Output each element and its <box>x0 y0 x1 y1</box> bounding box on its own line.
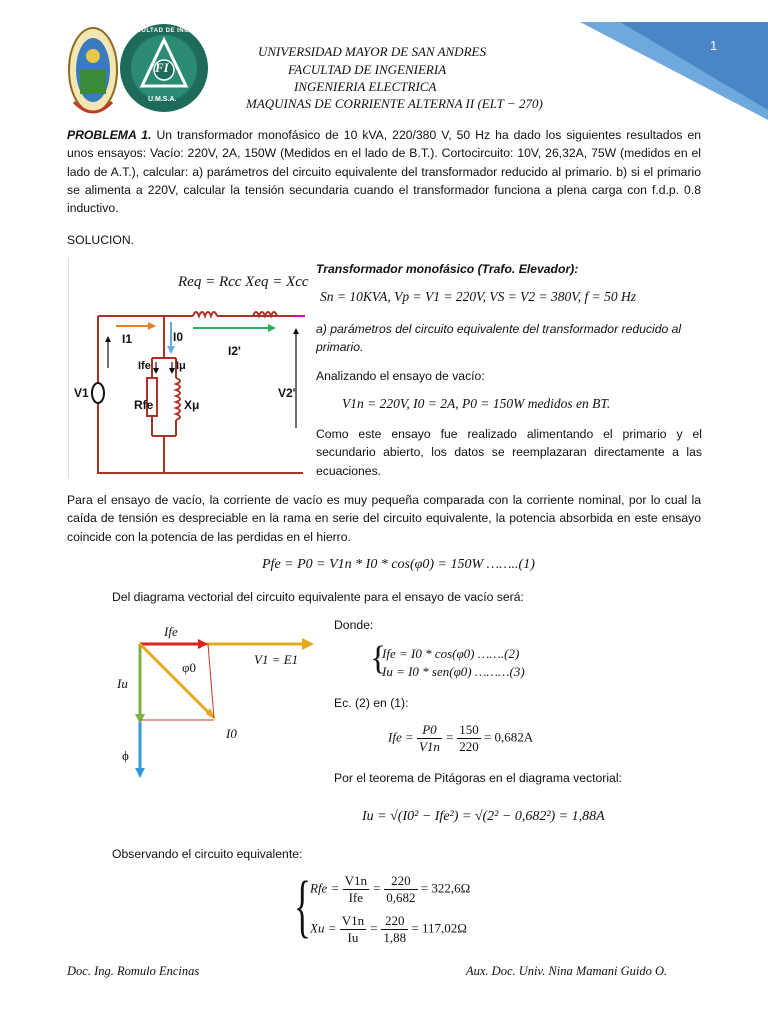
vacio-data-line: V1n = 220V, I0 = 2A, P0 = 150W medidos en BT. <box>342 396 611 411</box>
footer-left: Doc. Ing. Romulo Encinas <box>67 964 200 978</box>
faculty-logo-bottom-text: U.M.S.A. <box>148 96 177 103</box>
equation-1: Pfe = P0 = V1n * I0 * cos(φ0) = 150W ……..(1) <box>262 557 535 572</box>
xu-num1: V1n <box>341 913 365 928</box>
diagram-intro: Del diagrama vectorial del circuito equivalente para el ensayo de vacío será: <box>112 590 524 604</box>
ife-lhs: Ife = <box>388 729 414 745</box>
circuit-label-i0: I0 <box>173 330 184 344</box>
circuit-label-imu: Iμ <box>176 360 186 372</box>
equation-3: Iu = I0 * sen(φ0) ………(3) <box>382 664 525 679</box>
xu-lhs: Xu = <box>310 920 337 936</box>
circuit-label-i1: I1 <box>122 332 133 346</box>
pitagoras-label: Por el teorema de Pitágoras en el diagrama vectorial: <box>334 771 622 785</box>
circuit-label-i2: I2' <box>228 344 241 358</box>
header-course: MAQUINAS DE CORRIENTE ALTERNA II (ELT − 270) <box>246 96 543 111</box>
rfe-num1: V1n <box>344 873 367 888</box>
observando-label: Observando el circuito equivalente: <box>112 847 303 861</box>
corner-decoration <box>580 0 768 120</box>
header-university: UNIVERSIDAD MAYOR DE SAN ANDRES <box>258 44 486 59</box>
trafo-data-line: Sn = 10KVA, Vp = V1 = 220V, VS = V2 = 380V, f = 50 Hz <box>320 289 637 304</box>
circuit-label-xmu: Xμ <box>184 398 200 412</box>
circuit-label-v2: V2' <box>278 386 296 400</box>
phasor-diagram <box>110 620 320 780</box>
footer-right: Aux. Doc. Univ. Nina Mamani Guido O. <box>466 964 668 978</box>
analyzing-vacio: Analizando el ensayo de vacío: <box>316 369 485 383</box>
ife-den1: V1n <box>418 739 440 754</box>
header-career: INGENIERIA ELECTRICA <box>294 79 437 94</box>
rfe-result: = 322,6Ω <box>420 880 471 896</box>
circuit-label-req: Req = Rcc Xeq = Xcc <box>178 274 309 290</box>
phasor-label-phi0: φ0 <box>182 660 197 675</box>
ife-num1: P0 <box>417 722 442 739</box>
equation-2: Ife = I0 * cos(φ0) …….(2) <box>382 646 520 661</box>
item-a: a) parámetros del circuito equivalente del transformador reducido al primario. <box>316 322 682 355</box>
trafo-title: Transformador monofásico (Trafo. Elevador): <box>316 262 579 276</box>
phasor-label-flux: ϕ <box>122 748 129 763</box>
circuit-label-ife: Ife <box>138 360 151 372</box>
ec-en-label: Ec. (2) en (1): <box>334 696 409 710</box>
brace-rfe-xu: { <box>294 868 311 945</box>
solution-label: SOLUCION. <box>67 233 135 247</box>
phasor-label-iu: Iu <box>117 676 128 691</box>
phasor-label-v1: V1 = E1 <box>254 652 299 667</box>
problem-text: Un transformador monofásico de 10 kVA, 220/380 V, 50 Hz ha dado los siguientes resultados en unos ensayos: Vacío: 220V, 2A, 150W (Medidos en el lado de B.T.). Cortocircuito: 10V, 26,32A, 75W (medidos en el lado de A.T.), calcular: a) parámetros del circuito equivalente del transformador reducido al primario. b) si el primario se alimenta a 220V, calcular la tensión secundaria cuando el transformador funciona a plena carga con f.d.p. 0.8 inductivo. <box>67 128 701 216</box>
donde-label: Donde: <box>334 618 374 632</box>
iu-calculation: Iu = √(I0² − Ife²) = √(2² − 0,682²) = 1,88A <box>362 809 605 824</box>
ife-den2: 220 <box>459 739 479 754</box>
problem-label: PROBLEMA 1. <box>67 128 152 142</box>
header-faculty: FACULTAD DE INGENIERIA <box>288 62 447 77</box>
circuit-label-rfe: Rfe <box>134 398 154 412</box>
xu-num2: 220 <box>381 913 408 930</box>
brace-eq23: { <box>370 640 387 677</box>
ife-result: = 0,682A <box>483 729 534 745</box>
rfe-den2: 0,682 <box>386 890 416 905</box>
phasor-label-ife: Ife <box>164 624 178 639</box>
xu-calculation: Xu = $\frac{V1n}{Iu}$ = $\frac{220}{1,88}$ = 117,02Ω <box>310 913 467 945</box>
circuit-label-v1: V1 <box>74 386 89 400</box>
xu-den2: 1,88 <box>383 930 407 945</box>
equivalent-circuit-diagram <box>68 258 308 480</box>
rfe-num2: 220 <box>384 873 417 890</box>
faculty-logo-top-text: FACULTAD DE INGENIERIA <box>128 28 218 34</box>
umsa-shield-logo <box>66 22 120 122</box>
rfe-lhs: Rfe = <box>310 880 340 896</box>
como-text: Como este ensayo fue realizado alimentando el primario y el secundario abierto, los datos se reemplazaran directamente a las ecuaciones. <box>316 427 702 478</box>
faculty-logo-center-text: FI <box>155 60 169 75</box>
ife-calculation: Ife = $\frac{P0}{V1n}$ = $\frac{150}{220}$ = 0,682A <box>388 722 534 754</box>
rfe-den1: Ife <box>348 890 364 905</box>
xu-den1: Iu <box>347 930 359 945</box>
problem-statement <box>67 126 701 217</box>
xu-result: = 117,02Ω <box>411 920 467 936</box>
phasor-label-i0: I0 <box>226 726 237 741</box>
rfe-calculation: Rfe = $\frac{V1n}{\text{Ife}}$ = $\frac{220}{0,682}$ = 322,6Ω <box>310 873 471 905</box>
ife-num2: 150 <box>459 722 479 737</box>
page-number: 1 <box>710 38 718 53</box>
para-vacio: Para el ensayo de vacío, la corriente de vacío es muy pequeña comparada con la corriente nominal, por lo cual la caída de tensión es despreciable en la rama en serie del circuito equivalente, la potencia absorbida en este ensayo coincide con la potencia de las perdidas en el hierro. <box>67 493 701 544</box>
